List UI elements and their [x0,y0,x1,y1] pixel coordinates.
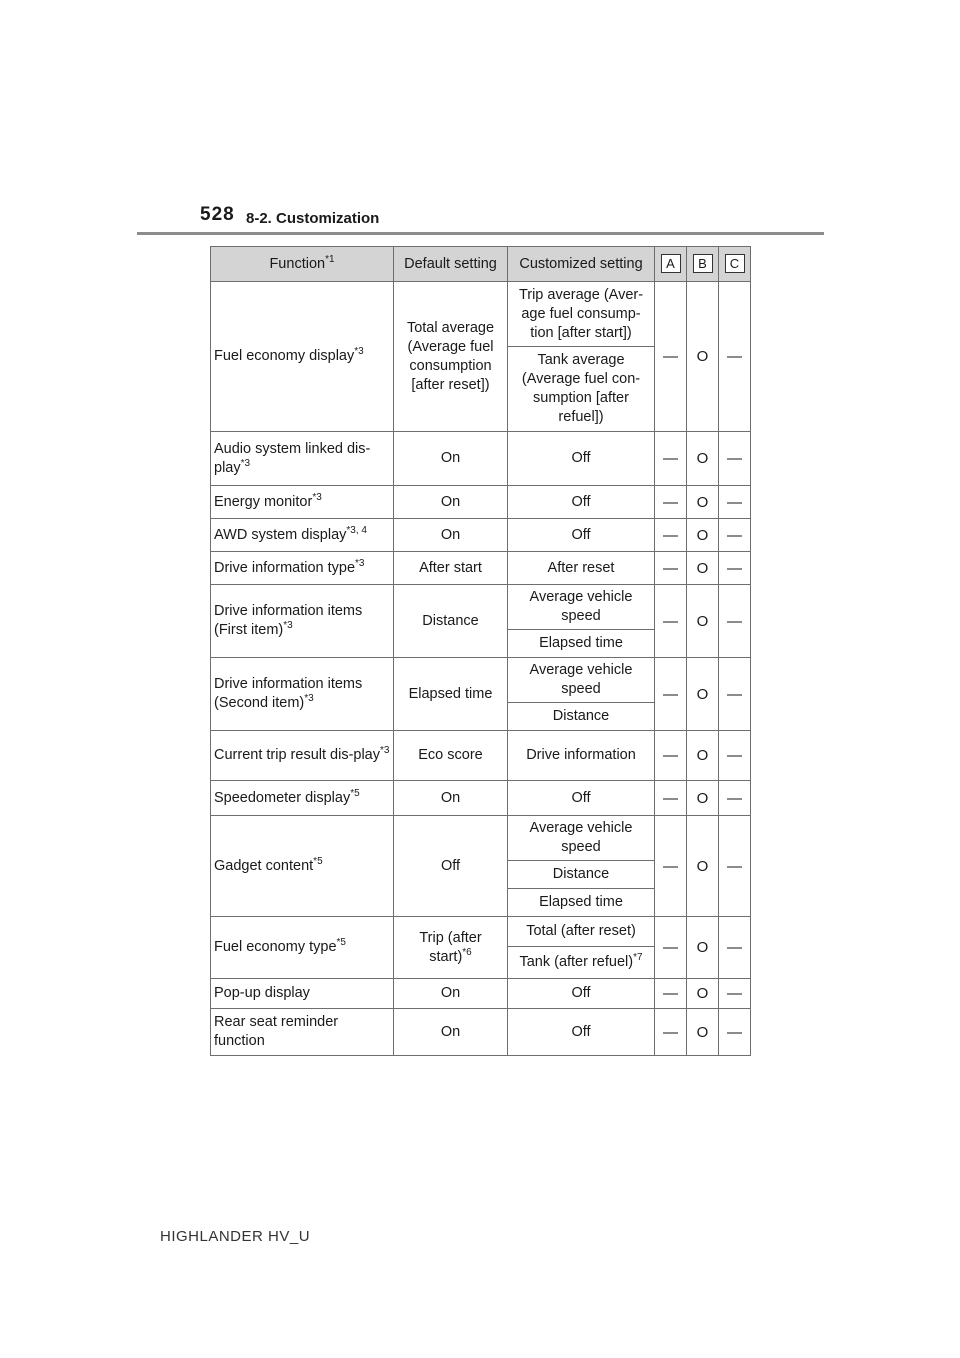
function-cell: Rear seat reminder function [211,1009,394,1056]
a-cell: — [655,486,687,519]
function-cell: Energy monitor$^{*3}$ [211,486,394,519]
table-row [211,486,751,519]
header-c [719,247,751,282]
c-cell: — [719,552,751,585]
header-customized-setting: Customized setting [508,247,655,282]
customized-cell: Distance [508,861,655,889]
b-cell: O [687,432,719,486]
b-cell: O [687,979,719,1009]
customized-cell: Tank average (Average fuel con-sumption [after refuel]) [508,347,655,432]
c-cell: — [719,731,751,781]
function-cell: Drive information type$^{*3}$ [211,552,394,585]
table-row [211,917,751,947]
a-cell: — [655,552,687,585]
b-cell: O [687,658,719,731]
customized-cell: Elapsed time [508,889,655,917]
function-cell: Fuel economy display$^{*3}$ [211,282,394,432]
table-row [211,282,751,347]
b-cell: O [687,1009,719,1056]
default-cell: Distance [394,585,508,658]
table-row [211,816,751,861]
table-row [211,585,751,630]
a-cell: — [655,432,687,486]
b-cell: O [687,519,719,552]
a-cell: — [655,917,687,979]
function-cell: Current trip result dis-play$^{*3}$ [211,731,394,781]
default-cell: On [394,432,508,486]
default-cell: On [394,519,508,552]
page-number: 528 [200,204,235,225]
default-cell: Eco score [394,731,508,781]
c-cell: — [719,917,751,979]
default-cell: On [394,486,508,519]
table-row [211,979,751,1009]
customized-cell: Average vehicle speed [508,585,655,630]
customized-cell: Off [508,979,655,1009]
default-cell: On [394,781,508,816]
b-cell: O [687,486,719,519]
header-function: Function$^{*1}$ [211,247,394,282]
box-b-icon: B [693,254,713,273]
a-cell: — [655,731,687,781]
b-cell: O [687,552,719,585]
function-cell: Fuel economy type$^{*5}$ [211,917,394,979]
default-cell: On [394,1009,508,1056]
a-cell: — [655,1009,687,1056]
customized-cell: Drive information [508,731,655,781]
default-cell: Trip (after start)$^{*6}$ [394,917,508,979]
customization-table [210,246,751,1056]
a-cell: — [655,519,687,552]
b-cell: O [687,816,719,917]
header-b [687,247,719,282]
c-cell: — [719,816,751,917]
c-cell: — [719,585,751,658]
function-cell: Audio system linked dis-play$^{*3}$ [211,432,394,486]
customized-cell: Distance [508,703,655,731]
default-cell: Total average (Average fuel consumption [after reset]) [394,282,508,432]
table-row [211,658,751,703]
customized-cell: Total (after reset) [508,917,655,947]
header-rule [137,232,824,235]
b-cell: O [687,585,719,658]
customized-cell: Average vehicle speed [508,816,655,861]
a-cell: — [655,658,687,731]
c-cell: — [719,1009,751,1056]
c-cell: — [719,432,751,486]
customized-cell: Off [508,519,655,552]
table-row [211,731,751,781]
customized-cell: Elapsed time [508,630,655,658]
table-row [211,432,751,486]
customized-cell: Off [508,1009,655,1056]
customized-cell: After reset [508,552,655,585]
c-cell: — [719,519,751,552]
a-cell: — [655,979,687,1009]
customized-cell: Off [508,432,655,486]
a-cell: — [655,282,687,432]
b-cell: O [687,731,719,781]
a-cell: — [655,585,687,658]
table-row [211,552,751,585]
header-a [655,247,687,282]
a-cell: — [655,816,687,917]
default-cell: Elapsed time [394,658,508,731]
default-cell: After start [394,552,508,585]
c-cell: — [719,486,751,519]
function-cell: Drive information items (First item)$^{*3}$ [211,585,394,658]
a-cell: — [655,781,687,816]
customized-cell: Average vehicle speed [508,658,655,703]
header-default-setting: Default setting [394,247,508,282]
table-row [211,519,751,552]
default-cell: On [394,979,508,1009]
c-cell: — [719,979,751,1009]
c-cell: — [719,282,751,432]
function-cell: AWD system display$^{*3, 4}$ [211,519,394,552]
customized-cell: Tank (after refuel)$^{*7}$ [508,947,655,979]
c-cell: — [719,658,751,731]
b-cell: O [687,917,719,979]
b-cell: O [687,282,719,432]
box-c-icon: C [725,254,745,273]
customized-cell: Off [508,486,655,519]
customized-cell: Off [508,781,655,816]
customized-cell: Trip average (Aver-age fuel consump-tion [after start]) [508,282,655,347]
table-row [211,781,751,816]
box-a-icon: A [661,254,681,273]
footer-model: HIGHLANDER HV_U [160,1228,311,1245]
function-cell: Gadget content$^{*5}$ [211,816,394,917]
b-cell: O [687,781,719,816]
default-cell: Off [394,816,508,917]
table-header-row [211,247,751,282]
table-row [211,1009,751,1056]
function-cell: Speedometer display$^{*5}$ [211,781,394,816]
function-cell: Drive information items (Second item)$^{*3}$ [211,658,394,731]
function-cell: Pop-up display [211,979,394,1009]
section-title: 8-2. Customization [246,210,380,227]
c-cell: — [719,781,751,816]
